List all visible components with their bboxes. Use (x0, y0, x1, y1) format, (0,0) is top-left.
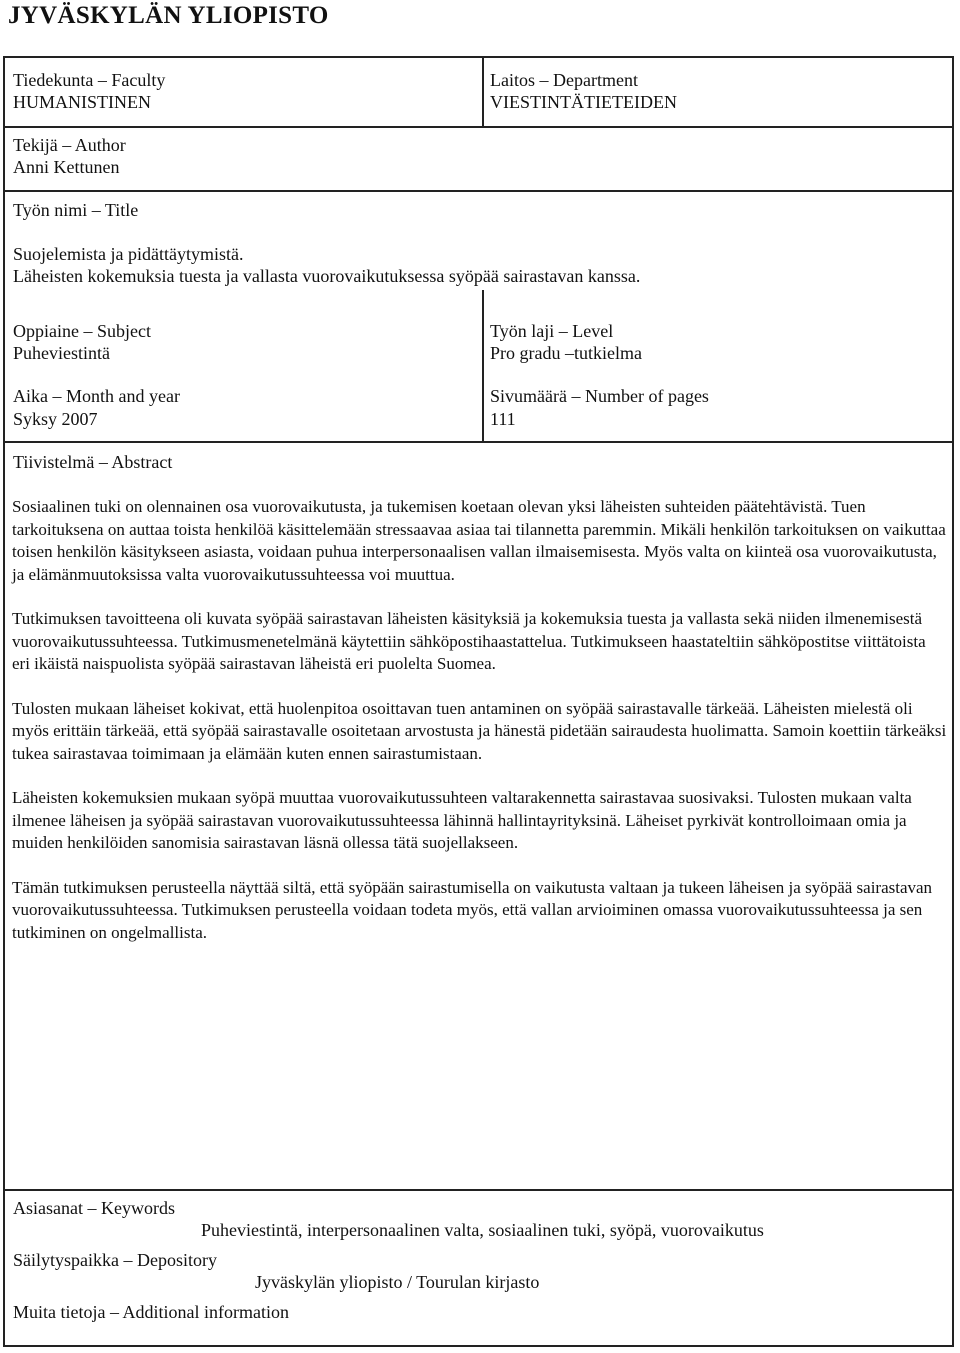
abstract-paragraph: Tämän tutkimuksen perusteella näyttää siltä, että syöpään sairastumisella on vaikutusta valtaan ja tukeen läheisen ja syöpää sairastavan vuorovaikutussuhteessa. Tutkimuksen perusteella voidaan todeta myös, että vallan arvioiminen omassa vuorovaikutussuhteessa ja sen tutkiminen on ongelmallista. (12, 877, 933, 942)
pages-value: 111 (490, 409, 516, 429)
keywords-label: Asiasanat – Keywords (13, 1198, 175, 1218)
title-line-2: Läheisten kokemuksia tuesta ja vallasta vuorovaikutuksessa syöpää sairastavan kanssa. (13, 266, 641, 286)
divider (5, 190, 952, 192)
divider (482, 290, 484, 441)
level-label: Työn laji – Level (490, 321, 614, 341)
divider (5, 1189, 952, 1191)
abstract-label: Tiivistelmä – Abstract (13, 452, 173, 472)
additional-info-label: Muita tietoja – Additional information (13, 1302, 289, 1322)
divider (5, 441, 952, 443)
date-label: Aika – Month and year (13, 386, 180, 406)
department-label: Laitos – Department (490, 70, 638, 90)
author-label: Tekijä – Author (13, 135, 126, 155)
faculty-label: Tiedekunta – Faculty (13, 70, 166, 90)
subject-value: Puheviestintä (13, 343, 110, 363)
abstract-paragraph: Sosiaalinen tuki on olennainen osa vuorovaikutusta, ja tukemisen koetaan olevan yksi läheisten suhteiden päätehtävistä. Tuen tarkoituksena on auttaa toista henkilöä käsittelemään stressaavaa asiaa tai tilannetta paremmin. Mikäli henkilön tarkoituksen on vaikuttaa toisen henkilön käsitykseen asiasta, voidaan puhua interpersonaalisen vallan ilmaisemisesta. Myös valta on kiinteä osa vuorovaikutusta, ja elämänmuutoksissa valta vuorovaikutussuhteessa voi muuttua. (12, 497, 946, 584)
divider (482, 58, 484, 126)
author-value: Anni Kettunen (13, 157, 120, 177)
faculty-value: HUMANISTINEN (13, 92, 151, 112)
depository-value: Jyväskylän yliopisto / Tourulan kirjasto (255, 1272, 540, 1292)
title-label: Työn nimi – Title (13, 200, 139, 220)
date-value: Syksy 2007 (13, 409, 98, 429)
department-value: VIESTINTÄTIETEIDEN (490, 92, 677, 112)
subject-label: Oppiaine – Subject (13, 321, 151, 341)
abstract-paragraph: Tulosten mukaan läheiset kokivat, että huolenpitoa osoittavan tuen antaminen on syöpää sairastavalle tärkeää. Läheisten mielestä oli myös erittäin tärkeää, että syöpää sairastavalle osoitetaan arvostusta ja hänestä pidetään sairaudesta huolimatta. Samoin koettiin tärkeäksi tukea sairastavaa toimimaan ja elämään kuten ennen sairastumistaan. (12, 698, 947, 763)
title-line-1: Suojelemista ja pidättäytymistä. (13, 244, 244, 264)
depository-label: Säilytyspaikka – Depository (13, 1250, 217, 1270)
keywords-value: Puheviestintä, interpersonaalinen valta, sosiaalinen tuki, syöpä, vuorovaikutus (201, 1220, 764, 1240)
pages-label: Sivumäärä – Number of pages (490, 386, 709, 406)
abstract-paragraph: Läheisten kokemuksien mukaan syöpä muuttaa vuorovaikutussuhteen valtarakennetta sairastavaa suosivaksi. Tulosten mukaan valta ilmenee läheisen ja syöpää sairastavan vuorovaikutussuhteessa lähinnä hallintayrityksinä. Läheiset pyrkivät kontrolloimaan omia ja muiden henkilöiden sanomisia sairastavan läsnä ollessa tätä suojellakseen. (12, 788, 912, 852)
abstract-body (12, 496, 947, 966)
level-value: Pro gradu –tutkielma (490, 343, 642, 363)
university-name: JYVÄSKYLÄN YLIOPISTO (8, 2, 329, 29)
abstract-form (3, 56, 954, 1347)
abstract-paragraph: Tutkimuksen tavoitteena oli kuvata syöpää sairastavan läheisten käsityksiä ja kokemuksia tuesta ja vallasta sekä niiden ilmenemisestä vuorovaikutussuhteessa. Tutkimusmenetelmänä käytettiin sähköpostihaastattelua. Tutkimukseen haastateltiin sähköpostitse viittätoista eri ikäistä naispuolista syöpää sairastavan läheistä eri puolelta Suomea. (12, 609, 926, 673)
divider (5, 126, 952, 128)
